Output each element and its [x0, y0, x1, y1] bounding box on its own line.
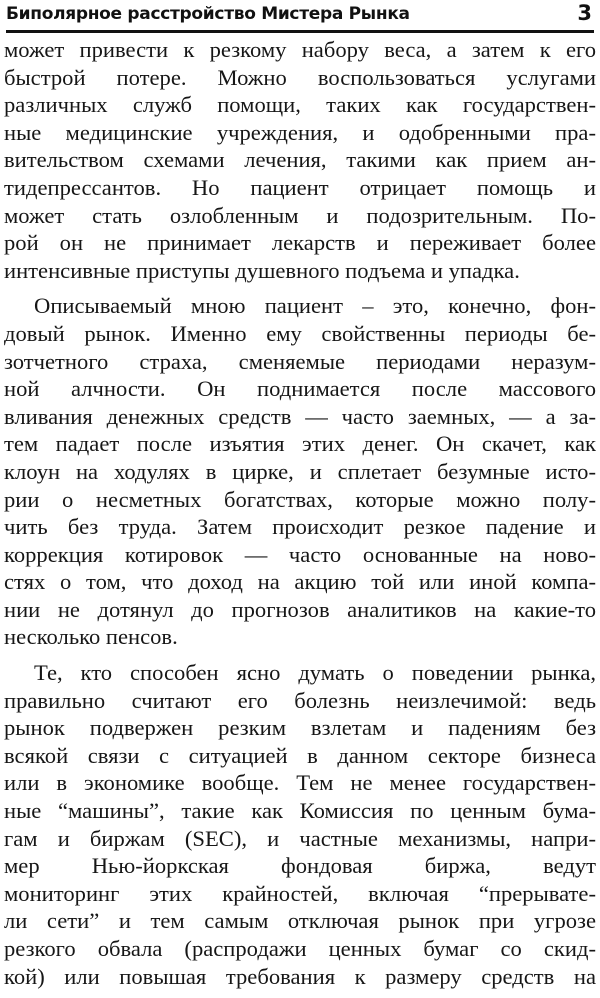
text-line: стях о том, что доход на акцию той или иной компа-	[4, 569, 596, 595]
text-line: вливания денежных средств — часто заемных, — а за-	[4, 403, 596, 429]
running-title: Биполярное расстройство Мистера Рынка	[6, 4, 410, 24]
text-line: различных служб помощи, таких как государствен-	[4, 92, 596, 118]
text-line: мер Нью-йоркская фондовая биржа, ведут	[4, 853, 596, 879]
text-line: довый рынок. Именно ему свойственны периоды бе-	[4, 320, 596, 346]
text-line: клоун на ходулях в цирке, и сплетает безумные исто-	[4, 458, 596, 484]
text-line: мониторинг этих крайностей, включая “прерывате-	[4, 880, 596, 906]
text-line: или в экономике вообще. Тем не менее государствен-	[4, 770, 596, 796]
text-line: нии не дотянул до прогнозов аналитиков на какие-то	[4, 596, 596, 622]
text-line: резкого обвала (распродажи ценных бумаг со скид-	[4, 936, 596, 961]
text-line: ной алчности. Он поднимается после массового	[4, 376, 596, 402]
text-line: может привести к резкому набору веса, а затем к его	[4, 37, 596, 62]
text-line: кой) или повышая требования к размеру средств на	[4, 963, 596, 989]
text-line: гам и биржам (SEC), и частные механизмы, напри-	[4, 825, 596, 851]
paragraph	[4, 36, 596, 284]
text-line: зотчетного страха, сменяемые периодами неразум-	[4, 348, 596, 374]
text-line: всякой связи с ситуацией в данном секторе бизнеса	[4, 742, 596, 768]
text-line: Те, кто способен ясно думать о поведении рынка,	[34, 660, 596, 686]
text-line: рой он не принимает лекарств и переживает более	[4, 230, 596, 256]
text-line: интенсивные приступы душевного подъема и упадка.	[4, 257, 520, 283]
text-line: чить без труда. Затем происходит резкое падение и	[4, 514, 596, 540]
text-line: Описываемый мною пациент – это, конечно, фон-	[34, 293, 596, 319]
text-line: может стать озлобленным и подозрительным. По-	[4, 202, 596, 228]
text-line: тидепрессантов. Но пациент отрицает помощь и	[4, 174, 596, 200]
page-header	[6, 0, 594, 33]
text-line: правильно считают его болезнь неизлечимой: ведь	[4, 687, 596, 713]
paragraph	[4, 292, 596, 651]
text-line: коррекция котировок — часто основанные на ново-	[4, 541, 596, 567]
text-line: несколько пенсов.	[4, 624, 178, 650]
paragraph	[4, 659, 596, 990]
text-line: быстрой потере. Можно воспользоваться услугами	[4, 64, 596, 90]
text-line: ли сети” и тем самым отключая рынок при угрозе	[4, 908, 596, 934]
text-line: вительством схемами лечения, такими как прием ан-	[4, 147, 596, 173]
body-text	[4, 36, 596, 990]
text-line: тем падает после изъятия этих денег. Он скачет, как	[4, 431, 596, 457]
text-line: ные “машины”, такие как Комиссия по ценным бума-	[4, 798, 596, 824]
text-line: ные медицинские учреждения, и одобренными пра-	[4, 119, 596, 145]
page-number: 3	[577, 1, 592, 25]
text-line: рынок подвержен резким взлетам и падениям без	[4, 715, 596, 741]
text-line: рии о несметных богатствах, которые можно полу-	[4, 486, 596, 512]
